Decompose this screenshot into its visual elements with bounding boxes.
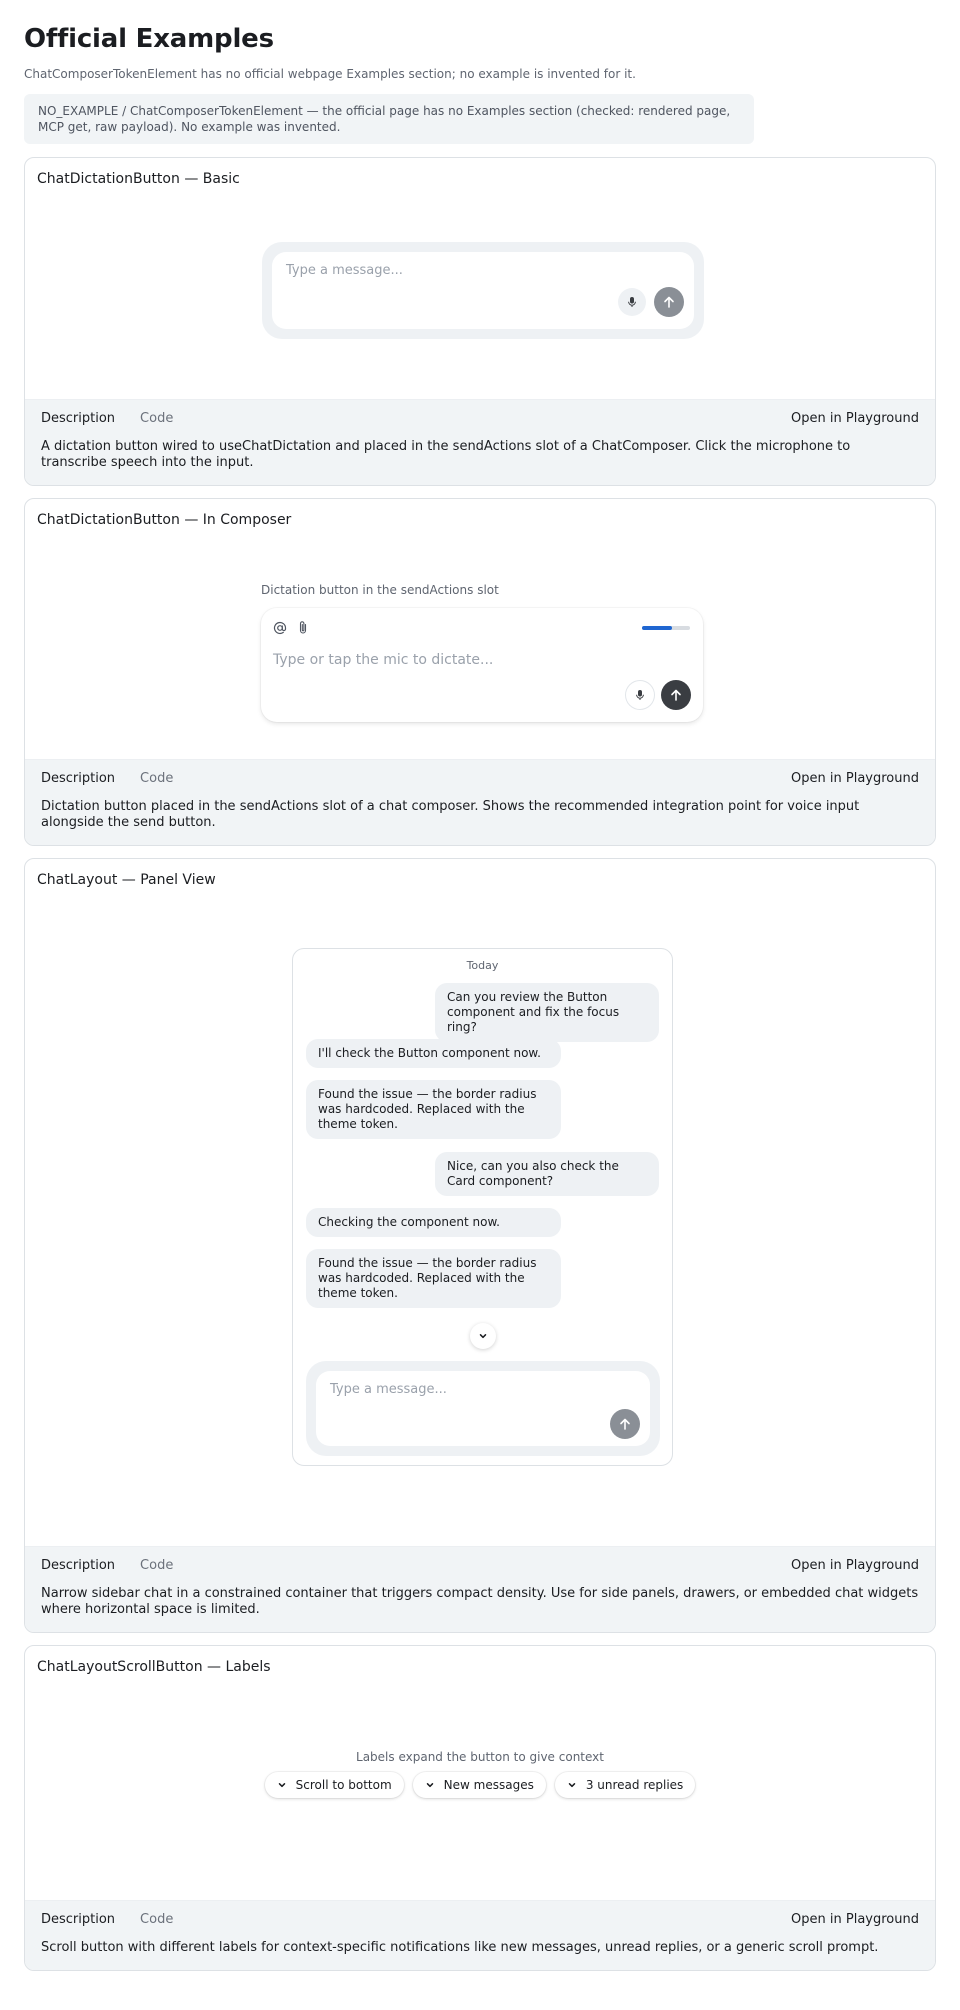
dictation-button[interactable] xyxy=(618,288,646,316)
example-tabs xyxy=(25,1900,935,1938)
example-description: Narrow sidebar chat in a constrained container that triggers compact density. Use for side panels, drawers, or embedded chat widgets where horizontal space is limited. xyxy=(25,1584,935,1632)
message-input[interactable]: Type a message... xyxy=(286,263,403,278)
at-sign-icon[interactable] xyxy=(273,621,287,635)
open-in-playground-link[interactable]: Open in Playground xyxy=(791,771,919,786)
page-subtitle: ChatComposerTokenElement has no official webpage Examples section; no example is invented for it. xyxy=(24,67,636,81)
example-description: A dictation button wired to useChatDictation and placed in the sendActions slot of a ChatComposer. Click the microphone to transcribe speech into the input. xyxy=(25,437,935,485)
message-input[interactable]: Type a message... xyxy=(330,1382,447,1397)
send-button[interactable] xyxy=(610,1409,640,1439)
tab-code[interactable]: Code xyxy=(140,1912,174,1927)
chevron-down-icon xyxy=(277,1780,287,1790)
message-input[interactable]: Type or tap the mic to dictate... xyxy=(273,652,494,668)
day-separator: Today xyxy=(466,959,499,972)
example-title: ChatLayoutScrollButton — Labels xyxy=(37,1659,271,1675)
dictation-button[interactable] xyxy=(626,681,654,709)
open-in-playground-link[interactable]: Open in Playground xyxy=(791,1558,919,1573)
tab-description[interactable]: Description xyxy=(41,1558,116,1573)
scroll-to-bottom-button[interactable] xyxy=(265,1772,404,1798)
chat-composer xyxy=(262,242,704,339)
message-bubble-assistant: Found the issue — the border radius was hardcoded. Replaced with the theme token. xyxy=(306,1249,561,1308)
chevron-down-icon xyxy=(478,1331,488,1341)
example-preview xyxy=(25,533,935,759)
example-description: Scroll button with different labels for context-specific notifications like new messages, unread replies, or a generic scroll prompt. xyxy=(25,1938,935,1970)
scroll-button-row xyxy=(25,1772,935,1798)
send-button[interactable] xyxy=(661,680,691,710)
composer-input-area[interactable] xyxy=(272,252,694,329)
dictation-progress xyxy=(642,626,690,630)
scroll-to-bottom-button[interactable] xyxy=(470,1323,496,1349)
microphone-icon xyxy=(634,689,646,701)
chat-composer xyxy=(306,1361,660,1456)
example-description: Dictation button placed in the sendActions slot of a chat composer. Shows the recommended integration point for voice input alongside the send button. xyxy=(25,797,935,845)
paperclip-icon[interactable] xyxy=(297,620,309,635)
new-messages-button[interactable] xyxy=(413,1772,546,1798)
tab-description[interactable]: Description xyxy=(41,411,116,426)
example-preview xyxy=(25,192,935,399)
message-bubble-assistant: I'll check the Button component now. xyxy=(306,1039,561,1068)
example-preview xyxy=(25,1680,935,1900)
tab-code[interactable]: Code xyxy=(140,1558,174,1573)
dictation-progress-fill xyxy=(642,626,672,630)
message-bubble-user: Can you review the Button component and fix the focus ring? xyxy=(435,983,659,1042)
arrow-up-icon xyxy=(662,295,676,309)
chat-composer[interactable] xyxy=(261,608,703,722)
arrow-up-icon xyxy=(618,1417,632,1431)
no-example-notice: NO_EXAMPLE / ChatComposerTokenElement — the official page has no Examples section (checked: rendered page, MCP get, raw payload). No example was invented. xyxy=(24,94,754,144)
chevron-down-icon xyxy=(567,1780,577,1790)
page-title: Official Examples xyxy=(24,24,274,54)
composer-input-area[interactable] xyxy=(316,1371,650,1446)
example-tabs xyxy=(25,1546,935,1584)
message-bubble-assistant: Found the issue — the border radius was hardcoded. Replaced with the theme token. xyxy=(306,1080,561,1139)
open-in-playground-link[interactable]: Open in Playground xyxy=(791,1912,919,1927)
example-title: ChatDictationButton — Basic xyxy=(37,171,240,187)
chevron-down-icon xyxy=(425,1780,435,1790)
example-title: ChatDictationButton — In Composer xyxy=(37,512,292,528)
tab-description[interactable]: Description xyxy=(41,771,116,786)
send-button[interactable] xyxy=(654,287,684,317)
arrow-up-icon xyxy=(669,688,683,702)
scroll-button-label: Scroll to bottom xyxy=(295,1778,392,1792)
tab-description[interactable]: Description xyxy=(41,1912,116,1927)
example-title: ChatLayout — Panel View xyxy=(37,872,216,888)
example-card-scroll-button-labels xyxy=(24,1645,936,1971)
message-bubble-assistant: Checking the component now. xyxy=(306,1208,561,1237)
example-card-dictation-composer xyxy=(24,498,936,846)
example-caption: Labels expand the button to give context xyxy=(356,1750,604,1764)
scroll-button-label: 3 unread replies xyxy=(585,1778,684,1792)
example-caption: Dictation button in the sendActions slot xyxy=(261,583,499,597)
microphone-icon xyxy=(626,296,638,308)
unread-replies-button[interactable] xyxy=(555,1772,695,1798)
example-card-chat-layout-panel xyxy=(24,858,936,1633)
example-tabs xyxy=(25,759,935,797)
message-bubble-user: Nice, can you also check the Card component? xyxy=(435,1152,659,1196)
tab-code[interactable]: Code xyxy=(140,771,174,786)
scroll-button-label: New messages xyxy=(443,1778,534,1792)
open-in-playground-link[interactable]: Open in Playground xyxy=(791,411,919,426)
example-preview xyxy=(25,893,935,1546)
example-tabs xyxy=(25,399,935,437)
tab-code[interactable]: Code xyxy=(140,411,174,426)
example-card-dictation-basic xyxy=(24,157,936,486)
chat-layout-panel xyxy=(292,948,673,1466)
